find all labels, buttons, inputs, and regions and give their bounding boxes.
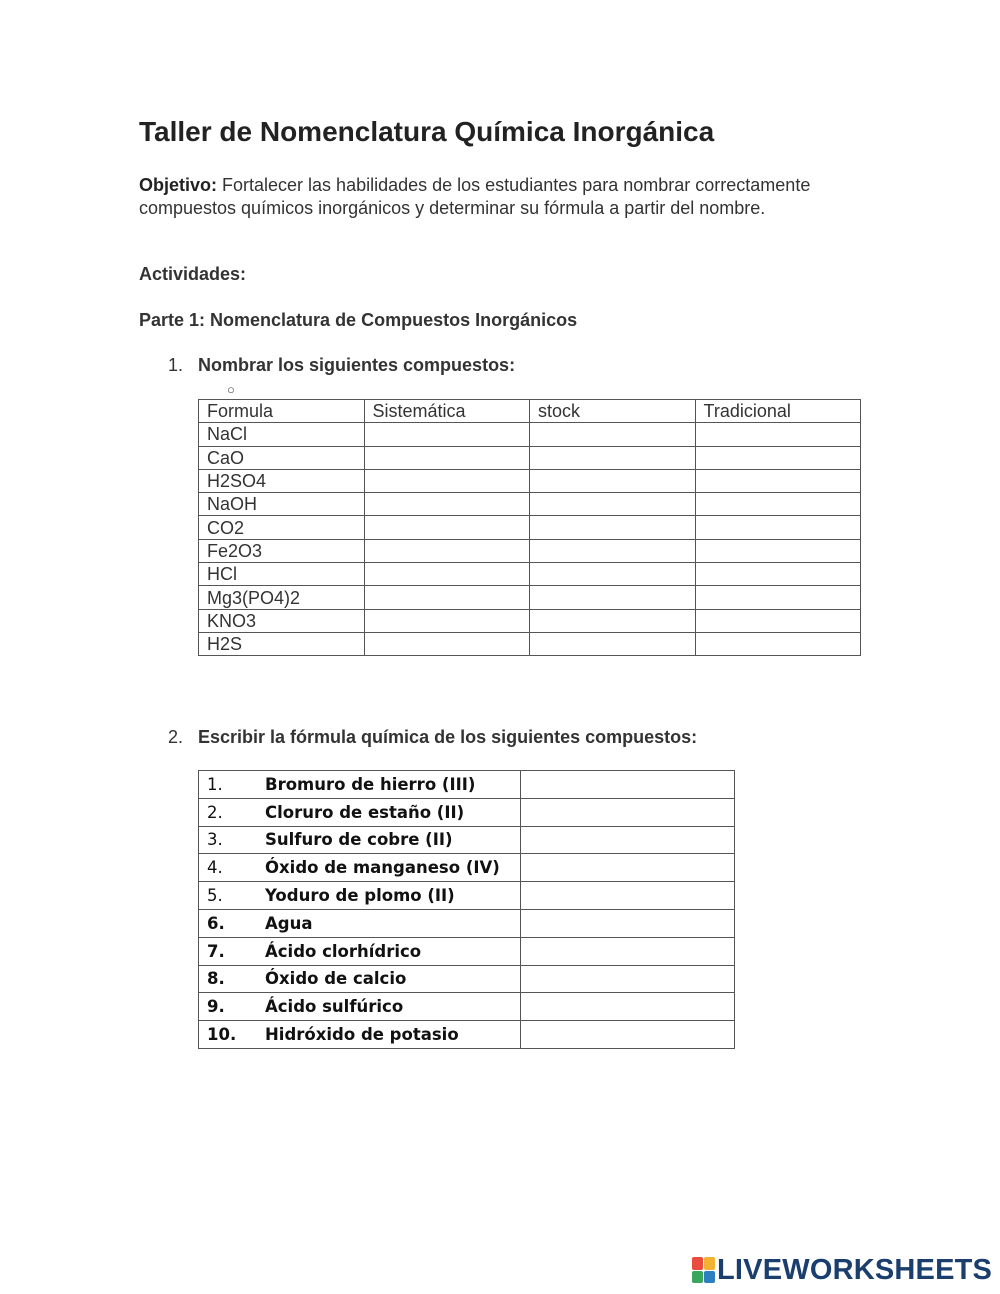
question-2 bbox=[168, 727, 697, 748]
answer-cell[interactable] bbox=[520, 798, 735, 826]
compound-cell bbox=[199, 771, 521, 799]
table-row bbox=[199, 993, 735, 1021]
table-header-row bbox=[199, 400, 861, 423]
column-header: Sistemática bbox=[364, 400, 530, 423]
compound-cell bbox=[199, 854, 521, 882]
table-row bbox=[199, 446, 861, 469]
question-1 bbox=[168, 355, 515, 376]
answer-cell[interactable] bbox=[530, 632, 696, 655]
compound-name: Agua bbox=[265, 913, 313, 933]
compound-number: 8. bbox=[207, 969, 225, 989]
question-1-number: 1. bbox=[168, 355, 184, 375]
logo-square-yellow bbox=[704, 1257, 715, 1270]
liveworksheets-logo-icon bbox=[692, 1257, 715, 1283]
table-row bbox=[199, 423, 861, 446]
table-row bbox=[199, 1021, 735, 1049]
answer-cell[interactable] bbox=[520, 854, 735, 882]
formula-cell: NaOH bbox=[199, 493, 365, 516]
table-row bbox=[199, 826, 735, 854]
compound-cell bbox=[199, 882, 521, 910]
compound-name: Yoduro de plomo (II) bbox=[265, 886, 455, 906]
answer-cell[interactable] bbox=[530, 516, 696, 539]
table-row bbox=[199, 563, 861, 586]
compound-number: 7. bbox=[207, 941, 225, 961]
compound-cell bbox=[199, 937, 521, 965]
table-row bbox=[199, 798, 735, 826]
page-title: Taller de Nomenclatura Química Inorgánica bbox=[139, 116, 715, 147]
logo-square-blue bbox=[704, 1271, 715, 1284]
formula-cell: KNO3 bbox=[199, 609, 365, 632]
activities-heading: Actividades: bbox=[139, 264, 247, 284]
table-row bbox=[199, 854, 735, 882]
objective-paragraph bbox=[139, 174, 859, 219]
table-row bbox=[199, 632, 861, 655]
formula-cell: CO2 bbox=[199, 516, 365, 539]
compound-number: 4. bbox=[207, 858, 223, 878]
compound-name: Bromuro de hierro (III) bbox=[265, 774, 476, 794]
compound-number: 10. bbox=[207, 1025, 237, 1045]
table-row bbox=[199, 516, 861, 539]
column-header: Formula bbox=[199, 400, 365, 423]
table-row bbox=[199, 771, 735, 799]
compound-name: Ácido clorhídrico bbox=[265, 941, 422, 961]
question-2-number: 2. bbox=[168, 727, 184, 747]
answer-cell[interactable] bbox=[520, 909, 735, 937]
answer-cell[interactable] bbox=[530, 493, 696, 516]
table-row bbox=[199, 937, 735, 965]
table-row bbox=[199, 586, 861, 609]
answer-cell[interactable] bbox=[695, 469, 861, 492]
compound-cell bbox=[199, 993, 521, 1021]
formula-cell: NaCl bbox=[199, 423, 365, 446]
answer-cell[interactable] bbox=[364, 586, 530, 609]
formula-cell: Mg3(PO4)2 bbox=[199, 586, 365, 609]
compound-name: Cloruro de estaño (II) bbox=[265, 802, 465, 822]
compound-number: 6. bbox=[207, 913, 225, 933]
answer-cell[interactable] bbox=[520, 1021, 735, 1049]
table-row bbox=[199, 965, 735, 993]
formula-cell: Fe2O3 bbox=[199, 539, 365, 562]
compound-cell bbox=[199, 826, 521, 854]
answer-cell[interactable] bbox=[520, 771, 735, 799]
answer-cell[interactable] bbox=[695, 446, 861, 469]
answer-cell[interactable] bbox=[695, 493, 861, 516]
formula-table bbox=[198, 770, 735, 1049]
compound-name: Óxido de manganeso (IV) bbox=[265, 858, 500, 878]
liveworksheets-logo bbox=[692, 1255, 992, 1285]
logo-square-green bbox=[692, 1271, 703, 1284]
answer-cell[interactable] bbox=[530, 423, 696, 446]
table-row bbox=[199, 909, 735, 937]
part1-heading: Parte 1: Nomenclatura de Compuestos Inorgánicos bbox=[139, 310, 578, 330]
answer-cell[interactable] bbox=[695, 563, 861, 586]
answer-cell[interactable] bbox=[695, 516, 861, 539]
answer-cell[interactable] bbox=[364, 493, 530, 516]
table-row bbox=[199, 609, 861, 632]
answer-cell[interactable] bbox=[530, 446, 696, 469]
compound-number: 3. bbox=[207, 830, 223, 850]
bullet-marker: ○ bbox=[227, 382, 235, 397]
compound-number: 5. bbox=[207, 886, 223, 906]
answer-cell[interactable] bbox=[364, 609, 530, 632]
table-row bbox=[199, 882, 735, 910]
logo-text: LIVEWORKSHEETS bbox=[717, 1253, 993, 1286]
compound-cell bbox=[199, 965, 521, 993]
compound-cell bbox=[199, 1021, 521, 1049]
table-row bbox=[199, 493, 861, 516]
question-2-text: Escribir la fórmula química de los siguientes compuestos: bbox=[198, 727, 698, 747]
answer-cell[interactable] bbox=[695, 539, 861, 562]
answer-cell[interactable] bbox=[695, 423, 861, 446]
question-1-text: Nombrar los siguientes compuestos: bbox=[198, 355, 516, 375]
formula-cell: HCl bbox=[199, 563, 365, 586]
table-row bbox=[199, 469, 861, 492]
answer-cell[interactable] bbox=[530, 469, 696, 492]
objective-text: Fortalecer las habilidades de los estudiantes para nombrar correctamente compuestos químicos inorgánicos y determinar su fórmula a partir del nombre. bbox=[139, 175, 811, 218]
answer-cell[interactable] bbox=[364, 563, 530, 586]
answer-cell[interactable] bbox=[520, 993, 735, 1021]
compound-name: Ácido sulfúrico bbox=[265, 997, 404, 1017]
compound-name: Sulfuro de cobre (II) bbox=[265, 830, 453, 850]
objective-label: Objetivo: bbox=[139, 175, 218, 195]
nomenclature-table bbox=[198, 399, 861, 656]
answer-cell[interactable] bbox=[695, 586, 861, 609]
answer-cell[interactable] bbox=[364, 539, 530, 562]
compound-number: 2. bbox=[207, 802, 223, 822]
answer-cell[interactable] bbox=[695, 632, 861, 655]
answer-cell[interactable] bbox=[520, 826, 735, 854]
column-header: stock bbox=[530, 400, 696, 423]
compound-name: Hidróxido de potasio bbox=[265, 1025, 459, 1045]
compound-number: 1. bbox=[207, 774, 223, 794]
formula-cell: H2S bbox=[199, 632, 365, 655]
answer-cell[interactable] bbox=[364, 632, 530, 655]
answer-cell[interactable] bbox=[364, 469, 530, 492]
formula-cell: H2SO4 bbox=[199, 469, 365, 492]
compound-cell bbox=[199, 909, 521, 937]
table-row bbox=[199, 539, 861, 562]
answer-cell[interactable] bbox=[530, 563, 696, 586]
compound-name: Óxido de calcio bbox=[265, 969, 407, 989]
answer-cell[interactable] bbox=[695, 609, 861, 632]
answer-cell[interactable] bbox=[364, 423, 530, 446]
compound-cell bbox=[199, 798, 521, 826]
answer-cell[interactable] bbox=[530, 586, 696, 609]
answer-cell[interactable] bbox=[530, 609, 696, 632]
logo-square-red bbox=[692, 1257, 703, 1270]
answer-cell[interactable] bbox=[520, 965, 735, 993]
compound-number: 9. bbox=[207, 997, 225, 1017]
column-header: Tradicional bbox=[695, 400, 861, 423]
answer-cell[interactable] bbox=[364, 516, 530, 539]
answer-cell[interactable] bbox=[520, 882, 735, 910]
answer-cell[interactable] bbox=[520, 937, 735, 965]
answer-cell[interactable] bbox=[364, 446, 530, 469]
answer-cell[interactable] bbox=[530, 539, 696, 562]
formula-cell: CaO bbox=[199, 446, 365, 469]
